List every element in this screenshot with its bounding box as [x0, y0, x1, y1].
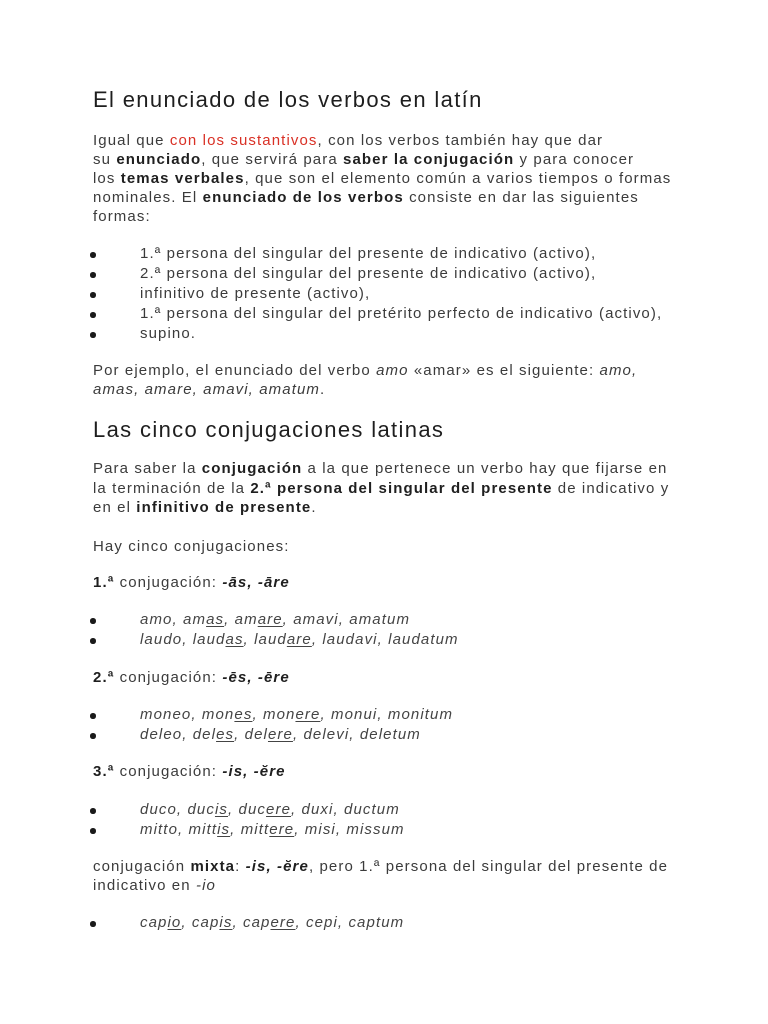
list-item	[90, 244, 662, 264]
conjugation-number: 3.ª	[93, 763, 115, 780]
mixta-ending: -io	[195, 877, 216, 894]
rule-text: en el	[93, 499, 137, 516]
conjugation-3-examples	[90, 800, 405, 840]
verb-ending: as	[206, 611, 225, 628]
list-item-text: supino.	[140, 325, 197, 342]
mixta-text: indicativo en	[93, 877, 196, 894]
paragraph-line	[93, 857, 668, 876]
conjugation-1-heading	[93, 573, 290, 592]
verb-ending: ere	[267, 726, 293, 743]
mixta-emphasis: mixta	[190, 858, 236, 875]
list-item	[90, 725, 453, 745]
conjugation-2-heading	[93, 668, 290, 687]
verb-text: , monui, monitum	[320, 706, 454, 723]
list-item	[90, 705, 453, 725]
page-title: El enunciado de los verbos en latín	[93, 87, 483, 112]
verb-text: cap	[140, 914, 168, 931]
verb-forms	[140, 821, 405, 838]
verb-text: , laudavi, laudatum	[311, 631, 459, 648]
intro-paragraph	[93, 131, 671, 226]
conjugation-count: Hay cinco conjugaciones:	[93, 538, 290, 555]
list-bullet	[90, 921, 96, 927]
list-item	[90, 820, 405, 840]
intro-emphasis: enunciado	[116, 151, 202, 168]
list-item	[90, 610, 459, 630]
conjugation-label: conjugación:	[114, 669, 223, 686]
paragraph-line	[93, 150, 671, 169]
verb-ending: es	[234, 706, 253, 723]
section-heading: Las cinco conjugaciones latinas	[93, 417, 445, 442]
conjugation-number: 2.ª	[93, 669, 115, 686]
list-item	[90, 324, 662, 344]
conjugation-mixta-heading	[93, 857, 668, 895]
conjugation-endings: -ās, -āre	[222, 574, 290, 591]
verb-text: deleo, del	[140, 726, 217, 743]
mixta-text: :	[235, 858, 246, 875]
verb-ending: ere	[295, 706, 321, 723]
verb-ending: is	[217, 821, 231, 838]
sustantivos-link[interactable]: con los sustantivos	[169, 132, 318, 149]
example-verb: amo	[376, 362, 409, 379]
list-bullet	[90, 272, 96, 278]
paragraph-line	[93, 479, 669, 499]
verb-text: duco, duc	[140, 801, 215, 818]
verb-text: , delevi, deletum	[292, 726, 421, 743]
verb-ending: are	[286, 631, 312, 648]
verb-text: , mitt	[230, 821, 270, 838]
mixta-text: conjugación	[93, 858, 191, 875]
forms-list	[90, 244, 662, 344]
example-text: .	[320, 381, 326, 398]
list-item-text: 1.ª persona del singular del presente de indicativo (activo),	[140, 245, 597, 262]
conjugation-label: conjugación:	[114, 763, 223, 780]
verb-forms	[140, 706, 453, 723]
paragraph-line	[93, 131, 671, 150]
paragraph-line	[93, 361, 637, 380]
verb-ending: ere	[270, 914, 296, 931]
verb-text: , cap	[181, 914, 220, 931]
list-bullet	[90, 733, 96, 739]
rule-emphasis: conjugación	[201, 460, 303, 477]
list-bullet	[90, 252, 96, 258]
example-text: Por ejemplo, el enunciado del verbo	[93, 362, 377, 379]
rule-text: de indicativo y	[552, 479, 670, 497]
list-item	[90, 264, 662, 284]
verb-forms	[140, 726, 421, 743]
verb-ending: as	[225, 631, 244, 648]
verb-text: , am	[224, 611, 258, 628]
rule-text: .	[311, 499, 317, 516]
list-item	[90, 800, 405, 820]
verb-ending: ere	[266, 801, 292, 818]
list-bullet	[90, 332, 96, 338]
paragraph-line	[93, 498, 669, 518]
conjugation-number: 1.ª	[93, 574, 115, 591]
conjugation-3-heading	[93, 762, 286, 781]
intro-text: los	[93, 170, 121, 187]
list-item	[90, 913, 404, 933]
verb-text: , duc	[228, 801, 267, 818]
example-paragraph	[93, 361, 637, 399]
verb-ending: is	[219, 914, 233, 931]
list-bullet	[90, 312, 96, 318]
intro-emphasis: saber la conjugación	[343, 151, 515, 168]
conjugation-endings: -is, -ĕre	[222, 763, 286, 780]
verb-text: , duxi, ductum	[291, 801, 400, 818]
example-forms: amas, amare, amavi, amatum	[93, 381, 320, 398]
verb-text: moneo, mon	[140, 706, 235, 723]
verb-text: mitto, mitt	[140, 821, 218, 838]
conjugation-endings: -is, -ĕre	[245, 858, 309, 875]
verb-ending: is	[214, 801, 228, 818]
verb-ending: es	[216, 726, 235, 743]
intro-text: consiste en dar las siguientes	[403, 189, 639, 206]
list-item-text: infinitivo de presente (activo),	[140, 285, 371, 302]
verb-text: , misi, missum	[294, 821, 405, 838]
list-bullet	[90, 292, 96, 298]
verb-text: , cap	[232, 914, 271, 931]
conjugation-label: conjugación:	[114, 574, 223, 591]
intro-text: formas:	[93, 208, 151, 225]
list-item	[90, 304, 662, 324]
list-bullet	[90, 638, 96, 644]
verb-forms	[140, 801, 400, 818]
intro-emphasis: enunciado de los verbos	[202, 189, 404, 206]
verb-ending: are	[257, 611, 283, 628]
intro-text: y para conocer	[514, 151, 635, 168]
verb-text: , cepi, captum	[295, 914, 405, 931]
example-text: «amar» es el siguiente:	[408, 362, 600, 379]
paragraph-line	[93, 169, 671, 188]
list-item	[90, 630, 459, 650]
example-forms: amo,	[599, 362, 638, 379]
verb-forms	[140, 631, 459, 648]
list-item-text: 1.ª persona del singular del pretérito perfecto de indicativo (activo),	[140, 305, 663, 322]
verb-forms	[140, 611, 410, 628]
rule-text: a la que pertenece un verbo hay que fijarse en	[302, 460, 668, 477]
intro-text: su	[93, 151, 117, 168]
mixta-text: , pero 1.ª persona del singular del presente de	[308, 858, 669, 875]
paragraph-line	[93, 459, 669, 479]
paragraph-line	[93, 380, 637, 399]
list-bullet	[90, 828, 96, 834]
verb-ending: io	[167, 914, 182, 931]
verb-text: , laud	[243, 631, 287, 648]
paragraph-line	[93, 876, 668, 895]
verb-text: laudo, laud	[140, 631, 226, 648]
intro-text: nominales. El	[93, 189, 203, 206]
paragraph-line	[93, 188, 671, 207]
rule-text: la terminación de la	[93, 479, 251, 497]
conjugation-1-examples	[90, 610, 459, 650]
rule-emphasis: 2.ª persona del singular del presente	[250, 479, 553, 497]
verb-forms	[140, 914, 404, 931]
verb-text: , mon	[252, 706, 296, 723]
rule-paragraph	[93, 459, 669, 518]
list-bullet	[90, 618, 96, 624]
rule-text: Para saber la	[93, 460, 202, 477]
conjugation-endings: -ēs, -ēre	[222, 669, 290, 686]
verb-text: , del	[234, 726, 268, 743]
intro-text: Igual que	[93, 132, 170, 149]
intro-text: , que son el elemento común a varios tiempos o formas	[244, 170, 672, 187]
intro-emphasis: temas verbales	[120, 170, 245, 187]
rule-emphasis: infinitivo de presente	[136, 499, 312, 516]
verb-ending: ere	[269, 821, 295, 838]
conjugation-mixta-examples	[90, 913, 404, 933]
list-item	[90, 284, 662, 304]
paragraph-line	[93, 207, 671, 226]
list-item-text: 2.ª persona del singular del presente de indicativo (activo),	[140, 265, 597, 282]
list-bullet	[90, 808, 96, 814]
intro-text: , con los verbos también hay que dar	[317, 132, 604, 149]
verb-text: , amavi, amatum	[282, 611, 411, 628]
list-bullet	[90, 713, 96, 719]
intro-text: , que servirá para	[201, 151, 344, 168]
conjugation-2-examples	[90, 705, 453, 745]
verb-text: amo, am	[140, 611, 207, 628]
